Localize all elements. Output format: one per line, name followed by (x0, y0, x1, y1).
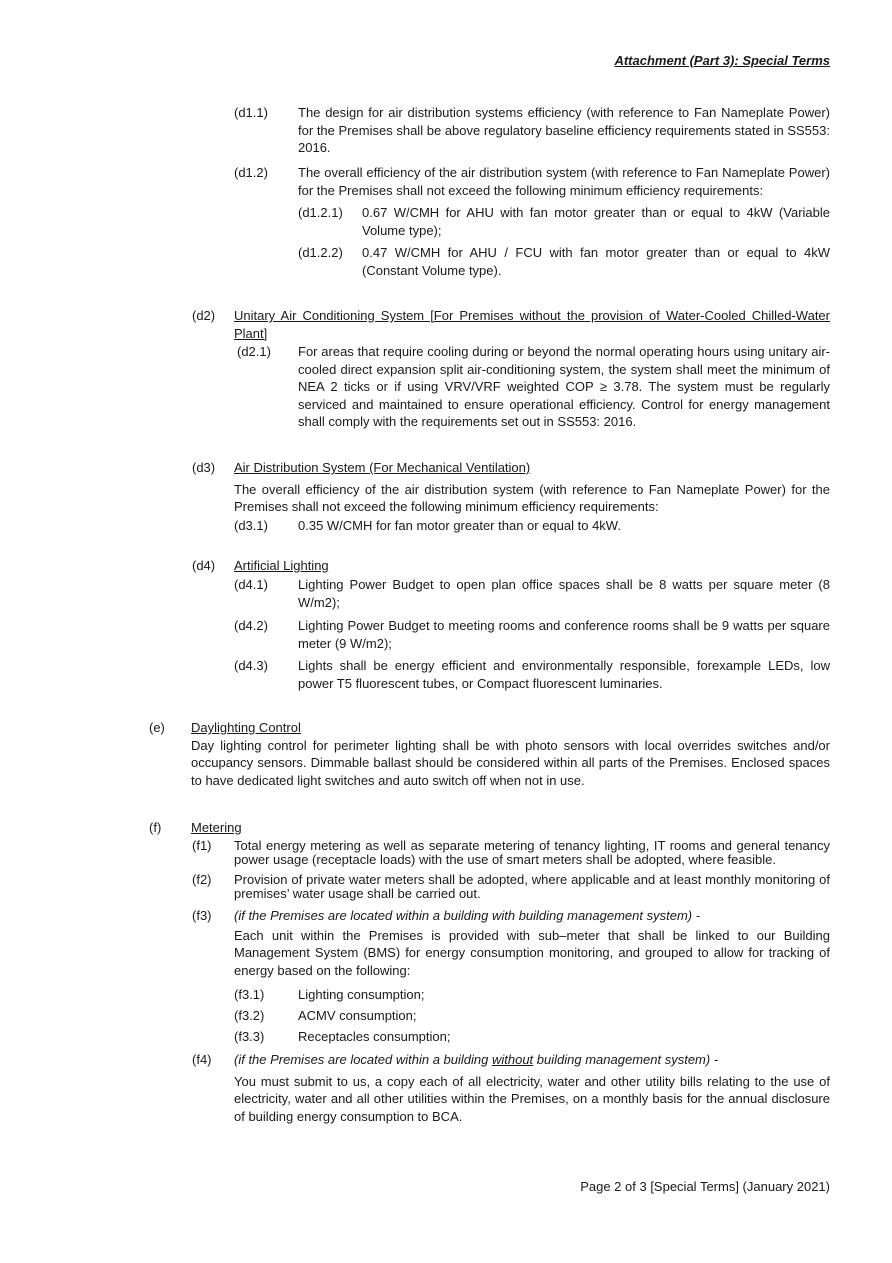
clause-d2 (192, 307, 830, 342)
clause-d4-3 (234, 657, 830, 692)
clause-text: For areas that require cooling during or beyond the normal operating hours using unitary air-cooled direct expansion split air-conditioning system, the system shall meet the minimum of NEA 2 ticks or if using VRV/VRF weighted COP ≥ 3.78. The system must be regularly serviced and maintained to ensure operational efficiency. Control for energy management shall comply with the requirements set out in SS553: 2016. (298, 344, 830, 429)
clause-label: (d2.1) (237, 344, 271, 359)
clause-label: (f4) (192, 1052, 212, 1067)
page-footer: Page 2 of 3 [Special Terms] (January 2021) (580, 1179, 830, 1194)
clause-label: (d4.2) (234, 618, 268, 633)
clause-d3-1 (234, 517, 830, 535)
clause-text: 0.35 W/CMH for fan motor greater than or equal to 4kW. (298, 518, 621, 533)
clause-label: (f3.1) (234, 987, 265, 1002)
clause-label: (d1.2.1) (298, 205, 343, 220)
clause-condition: (if the Premises are located within a building with building management system) - (234, 908, 701, 923)
clause-text: Each unit within the Premises is provided with sub–meter that shall be linked to our Building Management System (BMS) for energy consumption monitoring, and grouped to allow for tracking of energy based on the following: (234, 927, 830, 978)
clause-heading: Air Distribution System (For Mechanical Ventilation) (234, 460, 531, 475)
clause-label: (d1.1) (234, 105, 268, 120)
clause-label: (d4.1) (234, 577, 268, 592)
clause-d2-1 (237, 343, 830, 431)
condition-pre: (if the Premises are located within a building (234, 1052, 492, 1067)
clause-text: Receptacles consumption; (298, 1029, 451, 1044)
clause-d4 (192, 557, 830, 575)
clause-d1-2 (234, 164, 830, 199)
clause-heading: Metering (191, 820, 242, 835)
clause-text: Total energy metering as well as separate metering of tenancy lighting, IT rooms and general tenancy power usage (receptacle loads) with the use of smart meters shall be adopted, where feasible. (234, 838, 830, 867)
clause-d1-1 (234, 104, 830, 157)
clause-label: (d1.2.2) (298, 245, 343, 260)
clause-label: (d4.3) (234, 658, 268, 673)
clause-d4-1 (234, 576, 830, 611)
clause-d3 (192, 459, 830, 516)
clause-heading: Artificial Lighting (234, 558, 329, 573)
clause-text: The overall efficiency of the air distribution system (with reference to Fan Nameplate Power) for the Premises shall not exceed the following minimum efficiency requirements: (234, 481, 830, 514)
clause-label: (d2) (192, 308, 216, 323)
clause-text: Provision of private water meters shall be adopted, where applicable and at least monthly monitoring of premises’ water usage shall be carried out. (234, 872, 830, 901)
clause-label: (d1.2) (234, 165, 268, 180)
clause-text: 0.47 W/CMH for AHU / FCU with fan motor greater than or equal to 4kW (Constant Volume type). (362, 245, 830, 278)
clause-d1-2-2 (298, 244, 830, 279)
clause-f3 (192, 907, 830, 979)
clause-condition (234, 1051, 830, 1069)
clause-label: (f3) (192, 908, 212, 923)
clause-text: 0.67 W/CMH for AHU with fan motor greater than or equal to 4kW (Variable Volume type); (362, 205, 830, 238)
clause-text: The overall efficiency of the air distribution system (with reference to Fan Nameplate Power) for the Premises shall not exceed the following minimum efficiency requirements: (298, 165, 830, 198)
clause-text: Lights shall be energy efficient and environmentally responsible, forexample LEDs, low power T5 fluorescent tubes, or Compact fluorescent luminaries. (298, 658, 830, 691)
clause-f3-3 (234, 1028, 830, 1046)
clause-text: ACMV consumption; (298, 1008, 417, 1023)
clause-f1 (192, 839, 830, 867)
clause-d4-2 (234, 617, 830, 652)
clause-heading: Daylighting Control (191, 720, 301, 735)
clause-label: (f3.2) (234, 1008, 265, 1023)
clause-text: You must submit to us, a copy each of all electricity, water and other utility bills relating to the use of electricity, water and all other utilities within the Premises, on a monthly basis for the annual disclosure of building energy consumption to BCA. (234, 1073, 830, 1124)
clause-f3-1 (234, 986, 830, 1004)
clause-f2 (192, 873, 830, 901)
clause-label: (f3.3) (234, 1029, 265, 1044)
clause-label: (d3) (192, 460, 216, 475)
clause-label: (f2) (192, 872, 212, 887)
clause-d1-2-1 (298, 204, 830, 239)
condition-emphasis: without (491, 1052, 534, 1067)
clause-text: Lighting Power Budget to open plan office spaces shall be 8 watts per square meter (8 W/m2); (298, 577, 830, 610)
page-header: Attachment (Part 3): Special Terms (614, 53, 830, 68)
clause-f4 (192, 1051, 830, 1125)
clause-f (149, 819, 830, 837)
clause-label: (f) (149, 820, 162, 835)
condition-post: building management system) - (533, 1052, 719, 1067)
clause-label: (d3.1) (234, 518, 268, 533)
clause-text: The design for air distribution systems efficiency (with reference to Fan Nameplate Power) for the Premises shall be above regulatory baseline efficiency requirements stated in SS553: 2016. (298, 105, 830, 155)
clause-text: Day lighting control for perimeter lighting shall be with photo sensors with local overrides switches and/or occupancy sensors. Dimmable ballast should be considered within all parts of the Premises. Enclosed spaces to have dedicated light switches and auto switch off when not in use. (191, 737, 830, 788)
clause-heading: Unitary Air Conditioning System [For Premises without the provision of Water-Cooled Chilled-Water Plant] (234, 308, 830, 341)
clause-text: Lighting Power Budget to meeting rooms and conference rooms shall be 9 watts per square meter (9 W/m2); (298, 618, 830, 651)
clause-e (149, 719, 830, 789)
clause-text: Lighting consumption; (298, 987, 425, 1002)
clause-f3-2 (234, 1007, 830, 1025)
clause-label: (d4) (192, 558, 216, 573)
clause-label: (e) (149, 720, 165, 735)
clause-label: (f1) (192, 838, 212, 853)
